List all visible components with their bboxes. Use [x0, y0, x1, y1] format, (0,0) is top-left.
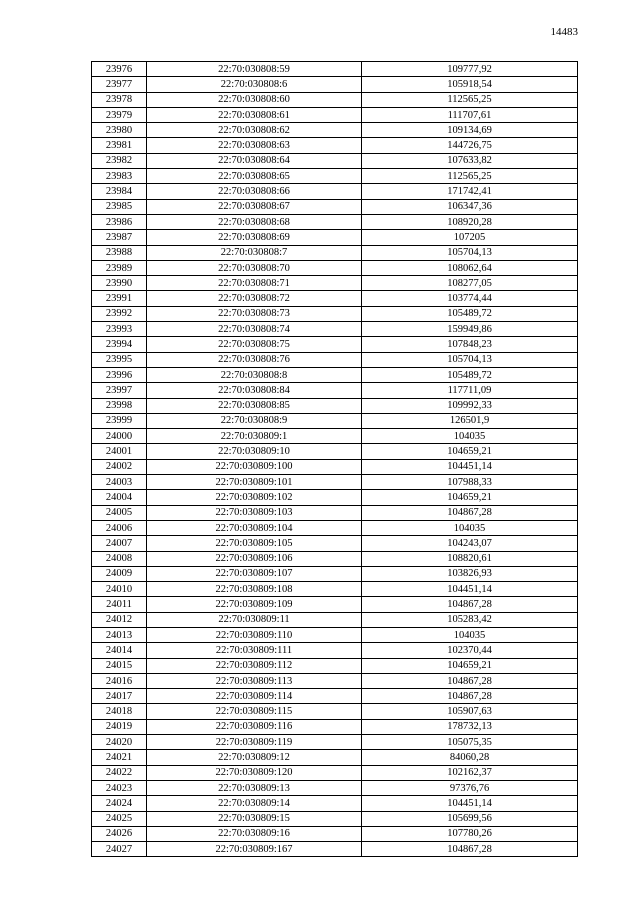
cadastral-number-cell: 22:70:030808:70 — [147, 260, 362, 275]
row-number-cell: 23996 — [92, 367, 147, 382]
row-number-cell: 24000 — [92, 429, 147, 444]
table-row — [92, 796, 578, 811]
row-number-cell: 24012 — [92, 612, 147, 627]
cadastral-number-cell: 22:70:030809:105 — [147, 536, 362, 551]
cadastral-number-cell: 22:70:030808:60 — [147, 92, 362, 107]
cadastral-number-cell: 22:70:030809:119 — [147, 735, 362, 750]
cadastral-number-cell: 22:70:030809:115 — [147, 704, 362, 719]
cadastral-number-cell: 22:70:030808:8 — [147, 367, 362, 382]
table-row — [92, 627, 578, 642]
cadastral-number-cell: 22:70:030808:62 — [147, 123, 362, 138]
row-number-cell: 23987 — [92, 230, 147, 245]
cadastral-number-cell: 22:70:030809:104 — [147, 520, 362, 535]
cadastral-number-cell: 22:70:030809:10 — [147, 444, 362, 459]
table-row — [92, 551, 578, 566]
row-number-cell: 24006 — [92, 520, 147, 535]
cadastral-value-cell: 126501,9 — [362, 413, 578, 428]
table-row — [92, 184, 578, 199]
cadastral-value-cell: 159949,86 — [362, 322, 578, 337]
cadastral-value-cell: 104867,28 — [362, 597, 578, 612]
cadastral-number-cell: 22:70:030808:69 — [147, 230, 362, 245]
cadastral-value-cell: 107988,33 — [362, 475, 578, 490]
cadastral-value-cell: 104451,14 — [362, 582, 578, 597]
row-number-cell: 23994 — [92, 337, 147, 352]
row-number-cell: 24020 — [92, 735, 147, 750]
cadastral-value-cell: 105918,54 — [362, 77, 578, 92]
cadastral-value-cell: 178732,13 — [362, 719, 578, 734]
cadastral-number-cell: 22:70:030808:9 — [147, 413, 362, 428]
row-number-cell: 24003 — [92, 475, 147, 490]
cadastral-value-cell: 104243,07 — [362, 536, 578, 551]
cadastral-value-cell: 104659,21 — [362, 490, 578, 505]
row-number-cell: 23976 — [92, 62, 147, 77]
row-number-cell: 24013 — [92, 627, 147, 642]
table-row — [92, 505, 578, 520]
row-number-cell: 23986 — [92, 214, 147, 229]
table-row — [92, 842, 578, 857]
cadastral-number-cell: 22:70:030808:75 — [147, 337, 362, 352]
cadastral-number-cell: 22:70:030808:68 — [147, 214, 362, 229]
row-number-cell: 24001 — [92, 444, 147, 459]
table-row — [92, 612, 578, 627]
table-row — [92, 138, 578, 153]
table-row — [92, 811, 578, 826]
row-number-cell: 23991 — [92, 291, 147, 306]
cadastral-value-cell: 104035 — [362, 429, 578, 444]
table-row — [92, 658, 578, 673]
cadastral-value-cell: 106347,36 — [362, 199, 578, 214]
row-number-cell: 23985 — [92, 199, 147, 214]
row-number-cell: 24011 — [92, 597, 147, 612]
cadastral-number-cell: 22:70:030809:116 — [147, 719, 362, 734]
cadastral-number-cell: 22:70:030808:85 — [147, 398, 362, 413]
cadastral-number-cell: 22:70:030809:106 — [147, 551, 362, 566]
cadastral-number-cell: 22:70:030809:109 — [147, 597, 362, 612]
cadastral-number-cell: 22:70:030809:167 — [147, 842, 362, 857]
row-number-cell: 24004 — [92, 490, 147, 505]
row-number-cell: 24007 — [92, 536, 147, 551]
table-row — [92, 260, 578, 275]
table-body — [92, 62, 578, 857]
cadastral-value-cell: 105704,13 — [362, 245, 578, 260]
cadastral-number-cell: 22:70:030809:16 — [147, 826, 362, 841]
table-row — [92, 750, 578, 765]
cadastral-value-cell: 104867,28 — [362, 673, 578, 688]
row-number-cell: 24026 — [92, 826, 147, 841]
cadastral-number-cell: 22:70:030808:71 — [147, 276, 362, 291]
table-row — [92, 444, 578, 459]
cadastral-value-cell: 104451,14 — [362, 796, 578, 811]
table-row — [92, 169, 578, 184]
cadastral-value-cell: 104035 — [362, 627, 578, 642]
cadastral-value-cell: 107848,23 — [362, 337, 578, 352]
cadastral-number-cell: 22:70:030808:84 — [147, 383, 362, 398]
cadastral-value-cell: 104867,28 — [362, 689, 578, 704]
cadastral-number-cell: 22:70:030809:11 — [147, 612, 362, 627]
row-number-cell: 24027 — [92, 842, 147, 857]
cadastral-value-cell: 105489,72 — [362, 367, 578, 382]
row-number-cell: 24017 — [92, 689, 147, 704]
cadastral-value-cell: 97376,76 — [362, 780, 578, 795]
table-row — [92, 536, 578, 551]
row-number-cell: 23982 — [92, 153, 147, 168]
cadastral-number-cell: 22:70:030809:100 — [147, 459, 362, 474]
table-row — [92, 123, 578, 138]
table-row — [92, 352, 578, 367]
table-row — [92, 429, 578, 444]
row-number-cell: 23981 — [92, 138, 147, 153]
table-row — [92, 566, 578, 581]
cadastral-value-cell: 109992,33 — [362, 398, 578, 413]
cadastral-value-cell: 104035 — [362, 520, 578, 535]
cadastral-number-cell: 22:70:030808:76 — [147, 352, 362, 367]
cadastral-number-cell: 22:70:030808:66 — [147, 184, 362, 199]
cadastral-value-cell: 102370,44 — [362, 643, 578, 658]
cadastral-value-cell: 103774,44 — [362, 291, 578, 306]
cadastral-number-cell: 22:70:030808:65 — [147, 169, 362, 184]
table-row — [92, 383, 578, 398]
table-row — [92, 107, 578, 122]
table-row — [92, 398, 578, 413]
table-row — [92, 582, 578, 597]
cadastral-value-cell: 117711,09 — [362, 383, 578, 398]
cadastral-number-cell: 22:70:030808:6 — [147, 77, 362, 92]
cadastral-number-cell: 22:70:030808:63 — [147, 138, 362, 153]
cadastral-number-cell: 22:70:030809:102 — [147, 490, 362, 505]
cadastral-value-cell: 108062,64 — [362, 260, 578, 275]
cadastral-value-cell: 104451,14 — [362, 459, 578, 474]
cadastral-value-cell: 105699,56 — [362, 811, 578, 826]
table-row — [92, 77, 578, 92]
row-number-cell: 23979 — [92, 107, 147, 122]
table-row — [92, 520, 578, 535]
cadastral-number-cell: 22:70:030809:107 — [147, 566, 362, 581]
cadastral-number-cell: 22:70:030809:120 — [147, 765, 362, 780]
cadastral-value-cell: 108820,61 — [362, 551, 578, 566]
table-row — [92, 337, 578, 352]
table-row — [92, 780, 578, 795]
row-number-cell: 23980 — [92, 123, 147, 138]
row-number-cell: 23999 — [92, 413, 147, 428]
row-number-cell: 23977 — [92, 77, 147, 92]
row-number-cell: 24015 — [92, 658, 147, 673]
table-row — [92, 673, 578, 688]
table-row — [92, 306, 578, 321]
row-number-cell: 24016 — [92, 673, 147, 688]
row-number-cell: 24025 — [92, 811, 147, 826]
cadastral-value-cell: 107780,26 — [362, 826, 578, 841]
cadastral-value-table — [91, 61, 578, 857]
cadastral-value-cell: 111707,61 — [362, 107, 578, 122]
cadastral-number-cell: 22:70:030809:110 — [147, 627, 362, 642]
row-number-cell: 23989 — [92, 260, 147, 275]
table-row — [92, 245, 578, 260]
table-row — [92, 490, 578, 505]
cadastral-number-cell: 22:70:030809:101 — [147, 475, 362, 490]
cadastral-number-cell: 22:70:030809:103 — [147, 505, 362, 520]
table-row — [92, 643, 578, 658]
page-number: 14483 — [550, 26, 578, 38]
table-row — [92, 322, 578, 337]
cadastral-value-cell: 84060,28 — [362, 750, 578, 765]
row-number-cell: 23995 — [92, 352, 147, 367]
table-row — [92, 826, 578, 841]
row-number-cell: 24019 — [92, 719, 147, 734]
cadastral-value-cell: 107633,82 — [362, 153, 578, 168]
table-row — [92, 153, 578, 168]
row-number-cell: 24002 — [92, 459, 147, 474]
table-row — [92, 62, 578, 77]
row-number-cell: 23993 — [92, 322, 147, 337]
row-number-cell: 24022 — [92, 765, 147, 780]
row-number-cell: 24005 — [92, 505, 147, 520]
cadastral-number-cell: 22:70:030809:108 — [147, 582, 362, 597]
cadastral-value-cell: 102162,37 — [362, 765, 578, 780]
cadastral-number-cell: 22:70:030808:61 — [147, 107, 362, 122]
cadastral-number-cell: 22:70:030809:14 — [147, 796, 362, 811]
cadastral-number-cell: 22:70:030808:72 — [147, 291, 362, 306]
cadastral-value-cell: 107205 — [362, 230, 578, 245]
table-row — [92, 735, 578, 750]
cadastral-value-cell: 109777,92 — [362, 62, 578, 77]
row-number-cell: 24009 — [92, 566, 147, 581]
cadastral-number-cell: 22:70:030809:114 — [147, 689, 362, 704]
table-row — [92, 459, 578, 474]
table-row — [92, 413, 578, 428]
row-number-cell: 24014 — [92, 643, 147, 658]
cadastral-value-cell: 105489,72 — [362, 306, 578, 321]
cadastral-value-cell: 105704,13 — [362, 352, 578, 367]
table-row — [92, 230, 578, 245]
row-number-cell: 24023 — [92, 780, 147, 795]
cadastral-number-cell: 22:70:030809:15 — [147, 811, 362, 826]
cadastral-number-cell: 22:70:030808:74 — [147, 322, 362, 337]
table-row — [92, 704, 578, 719]
cadastral-number-cell: 22:70:030809:112 — [147, 658, 362, 673]
row-number-cell: 23984 — [92, 184, 147, 199]
table-row — [92, 214, 578, 229]
cadastral-value-cell: 108920,28 — [362, 214, 578, 229]
table-row — [92, 765, 578, 780]
row-number-cell: 23988 — [92, 245, 147, 260]
cadastral-number-cell: 22:70:030808:64 — [147, 153, 362, 168]
table-row — [92, 367, 578, 382]
cadastral-number-cell: 22:70:030808:7 — [147, 245, 362, 260]
row-number-cell: 23990 — [92, 276, 147, 291]
row-number-cell: 23998 — [92, 398, 147, 413]
table-row — [92, 689, 578, 704]
row-number-cell: 23983 — [92, 169, 147, 184]
cadastral-value-cell: 144726,75 — [362, 138, 578, 153]
cadastral-value-cell: 104659,21 — [362, 658, 578, 673]
cadastral-number-cell: 22:70:030809:13 — [147, 780, 362, 795]
cadastral-number-cell: 22:70:030809:1 — [147, 429, 362, 444]
table-row — [92, 719, 578, 734]
table-row — [92, 199, 578, 214]
cadastral-value-cell: 105283,42 — [362, 612, 578, 627]
cadastral-number-cell: 22:70:030808:73 — [147, 306, 362, 321]
cadastral-value-cell: 108277,05 — [362, 276, 578, 291]
cadastral-value-cell: 104867,28 — [362, 505, 578, 520]
cadastral-value-cell: 105075,35 — [362, 735, 578, 750]
row-number-cell: 24010 — [92, 582, 147, 597]
table-row — [92, 597, 578, 612]
cadastral-value-cell: 104659,21 — [362, 444, 578, 459]
cadastral-value-cell: 109134,69 — [362, 123, 578, 138]
row-number-cell: 23992 — [92, 306, 147, 321]
table-row — [92, 276, 578, 291]
table-row — [92, 475, 578, 490]
table-row — [92, 291, 578, 306]
row-number-cell: 24008 — [92, 551, 147, 566]
row-number-cell: 23997 — [92, 383, 147, 398]
cadastral-number-cell: 22:70:030809:12 — [147, 750, 362, 765]
cadastral-number-cell: 22:70:030808:59 — [147, 62, 362, 77]
cadastral-value-cell: 105907,63 — [362, 704, 578, 719]
cadastral-value-cell: 103826,93 — [362, 566, 578, 581]
table-row — [92, 92, 578, 107]
cadastral-value-cell: 112565,25 — [362, 169, 578, 184]
row-number-cell: 24021 — [92, 750, 147, 765]
cadastral-number-cell: 22:70:030809:113 — [147, 673, 362, 688]
cadastral-number-cell: 22:70:030809:111 — [147, 643, 362, 658]
cadastral-value-cell: 104867,28 — [362, 842, 578, 857]
cadastral-number-cell: 22:70:030808:67 — [147, 199, 362, 214]
row-number-cell: 24024 — [92, 796, 147, 811]
cadastral-value-cell: 112565,25 — [362, 92, 578, 107]
row-number-cell: 23978 — [92, 92, 147, 107]
cadastral-value-cell: 171742,41 — [362, 184, 578, 199]
row-number-cell: 24018 — [92, 704, 147, 719]
